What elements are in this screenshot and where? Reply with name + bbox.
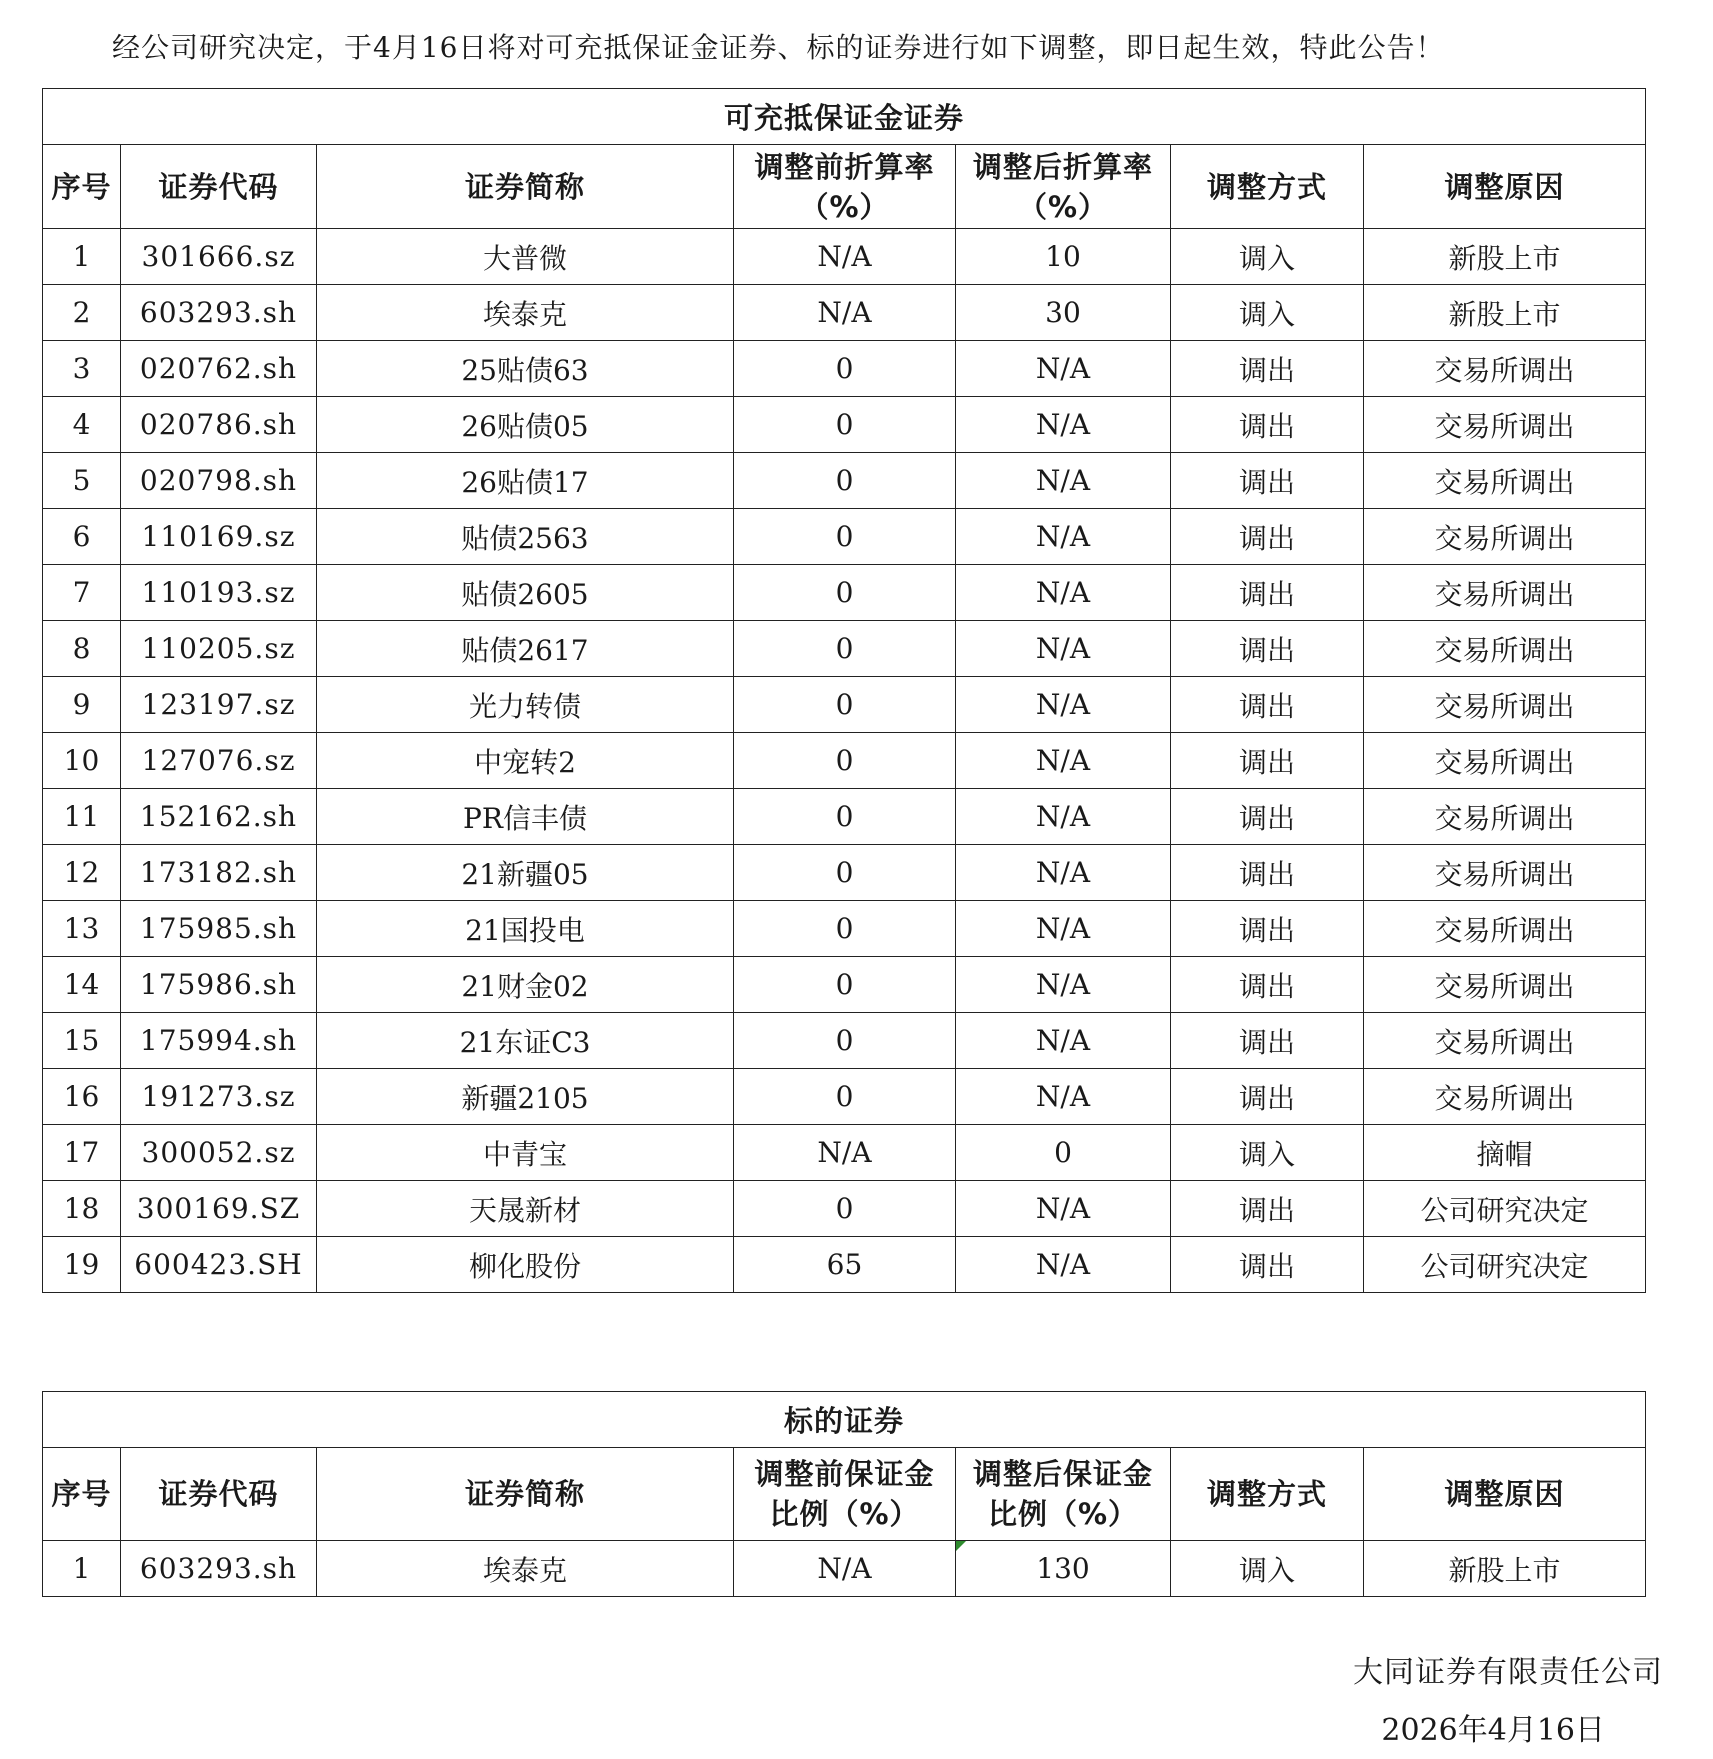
cell-method: 调出 [1171, 901, 1364, 957]
cell-reason: 交易所调出 [1364, 1013, 1646, 1069]
cell-method: 调出 [1171, 733, 1364, 789]
table-header-row [43, 1448, 1646, 1541]
cell-comment-marker [956, 1541, 966, 1551]
cell-name: 埃泰克 [317, 1541, 734, 1597]
cell-seq: 19 [43, 1237, 121, 1293]
cell-after: N/A [956, 1069, 1171, 1125]
cell-reason: 交易所调出 [1364, 565, 1646, 621]
table-row [43, 957, 1646, 1013]
cell-name: PR信丰债 [317, 789, 734, 845]
announcement-date: 2026年4月16日 [1381, 1713, 1605, 1748]
cell-seq: 12 [43, 845, 121, 901]
header-name: 证券简称 [317, 1448, 734, 1541]
header-rate-after-line2: （%） [1017, 189, 1109, 224]
cell-before: 0 [734, 789, 956, 845]
header-method: 调整方式 [1171, 1448, 1364, 1541]
cell-after: N/A [956, 509, 1171, 565]
cell-before: 0 [734, 901, 956, 957]
cell-seq: 1 [43, 1541, 121, 1597]
announcement-intro: 经公司研究决定，于4月16日将对可充抵保证金证券、标的证券进行如下调整，即日起生效，特此公告！ [112, 31, 1445, 64]
cell-before: 0 [734, 509, 956, 565]
cell-name: 大普微 [317, 229, 734, 285]
cell-name: 21财金02 [317, 957, 734, 1013]
cell-code: 110193.sz [121, 565, 317, 621]
cell-name: 26贴债05 [317, 397, 734, 453]
cell-seq: 6 [43, 509, 121, 565]
cell-code: 020798.sh [121, 453, 317, 509]
cell-after: N/A [956, 845, 1171, 901]
cell-code: 020786.sh [121, 397, 317, 453]
cell-seq: 8 [43, 621, 121, 677]
cell-code: 110205.sz [121, 621, 317, 677]
cell-before: N/A [734, 229, 956, 285]
cell-seq: 10 [43, 733, 121, 789]
cell-seq: 15 [43, 1013, 121, 1069]
table-row [43, 341, 1646, 397]
cell-code: 300169.SZ [121, 1181, 317, 1237]
cell-method: 调出 [1171, 397, 1364, 453]
header-margin-after-line2: 比例（%） [987, 1497, 1139, 1531]
cell-reason: 交易所调出 [1364, 845, 1646, 901]
table-row [43, 733, 1646, 789]
header-reason: 调整原因 [1364, 145, 1646, 229]
cell-before: N/A [734, 1125, 956, 1181]
cell-before: 0 [734, 621, 956, 677]
cell-after: N/A [956, 341, 1171, 397]
cell-name: 贴债2563 [317, 509, 734, 565]
cell-reason: 交易所调出 [1364, 957, 1646, 1013]
cell-code: 191273.sz [121, 1069, 317, 1125]
table-row [43, 677, 1646, 733]
cell-name: 21东证C3 [317, 1013, 734, 1069]
cell-name: 埃泰克 [317, 285, 734, 341]
cell-after: N/A [956, 565, 1171, 621]
cell-reason: 交易所调出 [1364, 733, 1646, 789]
table-title: 标的证券 [43, 1392, 1646, 1448]
table-row [43, 565, 1646, 621]
cell-reason: 公司研究决定 [1364, 1237, 1646, 1293]
cell-reason: 交易所调出 [1364, 621, 1646, 677]
cell-method: 调出 [1171, 341, 1364, 397]
cell-before: 0 [734, 845, 956, 901]
cell-after: N/A [956, 677, 1171, 733]
cell-method: 调出 [1171, 565, 1364, 621]
cell-before: 0 [734, 397, 956, 453]
table-row [43, 621, 1646, 677]
cell-after: N/A [956, 453, 1171, 509]
header-margin-before-line1: 调整前保证金 [754, 1457, 935, 1491]
cell-seq: 18 [43, 1181, 121, 1237]
cell-seq: 7 [43, 565, 121, 621]
cell-code: 123197.sz [121, 677, 317, 733]
cell-name: 柳化股份 [317, 1237, 734, 1293]
cell-before: 0 [734, 733, 956, 789]
cell-seq: 4 [43, 397, 121, 453]
cell-after: 30 [956, 285, 1171, 341]
cell-seq: 1 [43, 229, 121, 285]
cell-reason: 交易所调出 [1364, 1069, 1646, 1125]
table-row [43, 397, 1646, 453]
cell-method: 调入 [1171, 1541, 1364, 1597]
cell-method: 调出 [1171, 1181, 1364, 1237]
cell-before: N/A [734, 1541, 956, 1597]
table-row [43, 1181, 1646, 1237]
cell-seq: 5 [43, 453, 121, 509]
cell-before: 0 [734, 677, 956, 733]
cell-reason: 摘帽 [1364, 1125, 1646, 1181]
table-row [43, 229, 1646, 285]
cell-method: 调出 [1171, 789, 1364, 845]
table-row [43, 1237, 1646, 1293]
cell-method: 调入 [1171, 229, 1364, 285]
cell-method: 调出 [1171, 677, 1364, 733]
cell-after: N/A [956, 733, 1171, 789]
table-title: 可充抵保证金证券 [43, 89, 1646, 145]
table-row [43, 1013, 1646, 1069]
header-margin-before-line2: 比例（%） [769, 1497, 920, 1531]
cell-reason: 新股上市 [1364, 229, 1646, 285]
cell-seq: 3 [43, 341, 121, 397]
table-row [43, 453, 1646, 509]
cell-before: 65 [734, 1237, 956, 1293]
table-row [43, 1541, 1646, 1597]
cell-reason: 新股上市 [1364, 285, 1646, 341]
header-reason: 调整原因 [1364, 1448, 1646, 1541]
cell-code: 110169.sz [121, 509, 317, 565]
cell-seq: 14 [43, 957, 121, 1013]
cell-before: 0 [734, 565, 956, 621]
cell-name: 新疆2105 [317, 1069, 734, 1125]
cell-reason: 交易所调出 [1364, 397, 1646, 453]
cell-reason: 交易所调出 [1364, 509, 1646, 565]
cell-before: 0 [734, 1013, 956, 1069]
cell-reason: 交易所调出 [1364, 677, 1646, 733]
cell-before: 0 [734, 341, 956, 397]
cell-after: N/A [956, 789, 1171, 845]
cell-after: N/A [956, 1181, 1171, 1237]
cell-code: 175985.sh [121, 901, 317, 957]
cell-code: 603293.sh [121, 1541, 317, 1597]
header-rate-after-line1: 调整后折算率 [972, 149, 1153, 184]
table-row [43, 789, 1646, 845]
cell-name: 中宠转2 [317, 733, 734, 789]
header-rate-after [956, 145, 1171, 229]
cell-method: 调出 [1171, 1013, 1364, 1069]
cell-method: 调出 [1171, 845, 1364, 901]
cell-before: N/A [734, 285, 956, 341]
header-margin-before [734, 1448, 956, 1541]
cell-method: 调出 [1171, 957, 1364, 1013]
header-rate-before-line1: 调整前折算率 [754, 149, 935, 184]
header-rate-before-line2: （%） [799, 189, 890, 224]
cell-before: 0 [734, 1069, 956, 1125]
header-margin-after [956, 1448, 1171, 1541]
cell-name: 光力转债 [317, 677, 734, 733]
cell-after: 10 [956, 229, 1171, 285]
cell-seq: 9 [43, 677, 121, 733]
cell-method: 调入 [1171, 285, 1364, 341]
cell-seq: 2 [43, 285, 121, 341]
cell-seq: 17 [43, 1125, 121, 1181]
header-method: 调整方式 [1171, 145, 1364, 229]
cell-after: 130 [956, 1541, 1171, 1597]
header-code: 证券代码 [121, 145, 317, 229]
cell-seq: 11 [43, 789, 121, 845]
cell-name: 25贴债63 [317, 341, 734, 397]
cell-reason: 新股上市 [1364, 1541, 1646, 1597]
table-row [43, 509, 1646, 565]
header-seq: 序号 [43, 1448, 121, 1541]
collateral-securities-table [42, 88, 1646, 1293]
cell-reason: 交易所调出 [1364, 453, 1646, 509]
cell-before: 0 [734, 1181, 956, 1237]
header-name: 证券简称 [317, 145, 734, 229]
cell-code: 127076.sz [121, 733, 317, 789]
cell-name: 天晟新材 [317, 1181, 734, 1237]
cell-code: 173182.sh [121, 845, 317, 901]
cell-name: 贴债2605 [317, 565, 734, 621]
cell-code: 603293.sh [121, 285, 317, 341]
cell-code: 175994.sh [121, 1013, 317, 1069]
header-margin-after-line1: 调整后保证金 [972, 1457, 1153, 1491]
cell-code: 152162.sh [121, 789, 317, 845]
cell-before: 0 [734, 453, 956, 509]
cell-after: N/A [956, 1013, 1171, 1069]
company-name: 大同证券有限责任公司 [1353, 1655, 1663, 1690]
cell-name: 21新疆05 [317, 845, 734, 901]
cell-after: N/A [956, 621, 1171, 677]
cell-name: 中青宝 [317, 1125, 734, 1181]
header-code: 证券代码 [121, 1448, 317, 1541]
table-row [43, 1125, 1646, 1181]
cell-method: 调出 [1171, 1069, 1364, 1125]
cell-method: 调出 [1171, 621, 1364, 677]
cell-after: 0 [956, 1125, 1171, 1181]
cell-name: 26贴债17 [317, 453, 734, 509]
table-row [43, 901, 1646, 957]
cell-code: 020762.sh [121, 341, 317, 397]
cell-before: 0 [734, 957, 956, 1013]
cell-reason: 交易所调出 [1364, 901, 1646, 957]
cell-after: N/A [956, 957, 1171, 1013]
cell-code: 300052.sz [121, 1125, 317, 1181]
cell-reason: 公司研究决定 [1364, 1181, 1646, 1237]
underlying-securities-table [42, 1391, 1646, 1597]
cell-method: 调出 [1171, 1237, 1364, 1293]
cell-seq: 16 [43, 1069, 121, 1125]
cell-method: 调入 [1171, 1125, 1364, 1181]
cell-reason: 交易所调出 [1364, 789, 1646, 845]
cell-method: 调出 [1171, 453, 1364, 509]
header-seq: 序号 [43, 145, 121, 229]
cell-after: N/A [956, 901, 1171, 957]
cell-name: 贴债2617 [317, 621, 734, 677]
cell-code: 600423.SH [121, 1237, 317, 1293]
header-rate-before [734, 145, 956, 229]
cell-code: 175986.sh [121, 957, 317, 1013]
cell-seq: 13 [43, 901, 121, 957]
cell-after: N/A [956, 397, 1171, 453]
cell-after: N/A [956, 1237, 1171, 1293]
table-row [43, 845, 1646, 901]
table-row [43, 285, 1646, 341]
table-row [43, 1069, 1646, 1125]
cell-code: 301666.sz [121, 229, 317, 285]
cell-reason: 交易所调出 [1364, 341, 1646, 397]
table-header-row [43, 145, 1646, 229]
cell-method: 调出 [1171, 509, 1364, 565]
cell-name: 21国投电 [317, 901, 734, 957]
